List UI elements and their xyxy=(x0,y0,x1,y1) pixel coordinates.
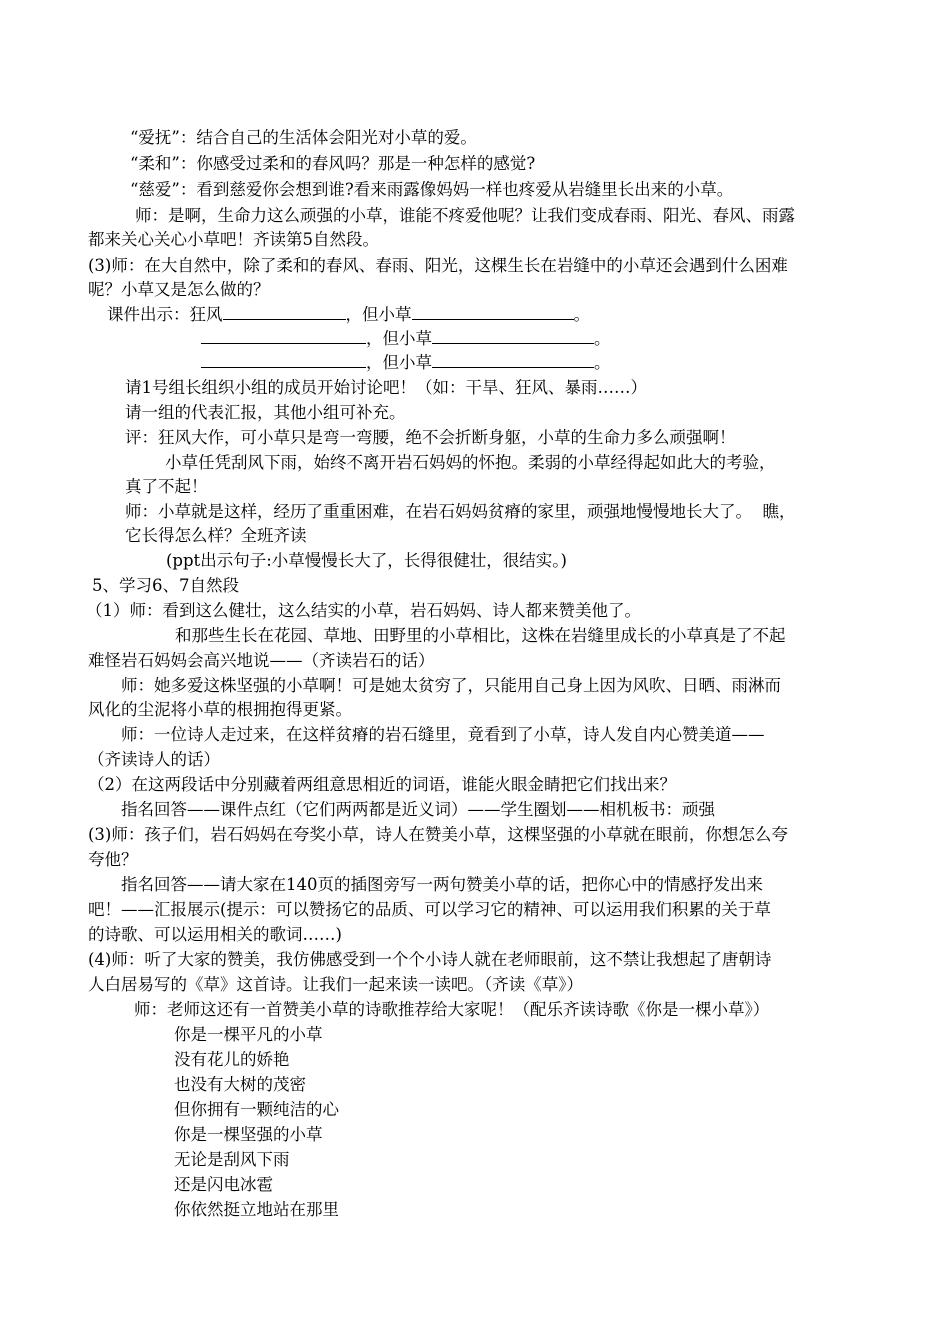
exercise-connector: ，但小草 xyxy=(366,329,432,348)
poem-line: 你依然挺立地站在那里 xyxy=(174,1200,339,1219)
exercise-period: 。 xyxy=(594,329,611,348)
poem-line: 但你拥有一颗纯洁的心 xyxy=(174,1100,339,1119)
text-line: 师：她多爱这株坚强的小草啊！可是她太贫穷了，只能用自己身上因为风吹、日晒、雨淋而 xyxy=(121,676,781,695)
text-line: 请1号组长组织小组的成员开始讨论吧！（如：干旱、狂风、暴雨……） xyxy=(125,378,647,397)
poem-line: 也没有大树的茂密 xyxy=(174,1075,306,1094)
text-line: 和那些生长在花园、草地、田野里的小草相比，这株在岩缝里成长的小草真是了不起 xyxy=(175,626,786,645)
poem-line: 你是一棵坚强的小草 xyxy=(174,1125,323,1144)
exercise-row xyxy=(107,304,590,325)
fill-blank[interactable] xyxy=(201,328,366,344)
poem-line: 还是闪电冰雹 xyxy=(174,1175,273,1194)
text-line: (ppt出示句子:小草慢慢长大了，长得很健壮，很结实。) xyxy=(166,551,567,570)
fill-blank[interactable] xyxy=(223,304,346,320)
text-line: 难怪岩石妈妈会高兴地说——（齐读岩石的话） xyxy=(88,651,435,670)
text-line: 都来关心关心小草吧！齐读第5自然段。 xyxy=(88,230,379,249)
text-line: （2）在这两段话中分别藏着两组意思相近的词语，谁能火眼金睛把它们找出来？ xyxy=(88,775,676,794)
exercise-period: 。 xyxy=(594,353,611,372)
text-line: 师：小草就是这样，经历了重重困难，在岩石妈妈贫瘠的家里，顽强地慢慢地长大了。 瞧， xyxy=(125,502,796,521)
exercise-row xyxy=(201,328,611,349)
text-line: 师：一位诗人走过来，在这样贫瘠的岩石缝里，竟看到了小草，诗人发自内心赞美道—— xyxy=(121,725,765,744)
text-line: 它长得怎么样？全班齐读 xyxy=(125,526,307,545)
exercise-connector: ，但小草 xyxy=(345,305,412,324)
text-line: （齐读诗人的话） xyxy=(88,750,220,769)
text-line: 真了不起！ xyxy=(125,477,208,496)
text-line: 呢？小草又是怎么做的？ xyxy=(88,280,270,299)
text-line: 指名回答——课件点红（它们两两都是近义词）——学生圈划——相机板书：顽强 xyxy=(121,800,715,819)
text-line: 人白居易写的《草》这首诗。让我们一起来读一读吧。（齐读《草》） xyxy=(88,975,583,994)
text-line: “慈爱”：看到慈爱你会想到谁?看来雨露像妈妈一样也疼爱从岩缝里长出来的小草。 xyxy=(130,180,734,199)
text-line: “爱抚”：结合自己的生活体会阳光对小草的爱。 xyxy=(130,128,477,147)
fill-blank[interactable] xyxy=(432,328,594,344)
text-line: 评：狂风大作，可小草只是弯一弯腰，绝不会折断身躯，小草的生命力多么顽强啊！ xyxy=(125,428,736,447)
text-line: (3)师：孩子们，岩石妈妈在夸奖小草，诗人在赞美小草，这棵坚强的小草就在眼前，你想怎么夸 xyxy=(88,825,788,844)
exercise-period: 。 xyxy=(573,305,590,324)
fill-blank[interactable] xyxy=(432,352,594,368)
poem-line: 你是一棵平凡的小草 xyxy=(174,1025,323,1044)
text-line: “柔和”：你感受过柔和的春风吗？那是一种怎样的感觉? xyxy=(130,154,536,173)
text-line: 师：是啊，生命力这么顽强的小草，谁能不疼爱他呢？让我们变成春雨、阳光、春风、雨露 xyxy=(135,206,795,225)
fill-blank[interactable] xyxy=(201,352,366,368)
text-line: 吧！——汇报展示(提示：可以赞扬它的品质、可以学习它的精神、可以运用我们积累的关于草 xyxy=(88,900,771,919)
text-line: 的诗歌、可以运用相关的歌词……) xyxy=(88,925,342,944)
poem-line: 没有花儿的娇艳 xyxy=(174,1050,290,1069)
text-line: 小草任凭刮风下雨，始终不离开岩石妈妈的怀抱。柔弱的小草经得起如此大的考验， xyxy=(165,453,776,472)
text-line: 师：老师这还有一首赞美小草的诗歌推荐给大家呢！（配乐齐读诗歌《你是一棵小草》） xyxy=(134,1000,770,1019)
text-line: (3)师：在大自然中，除了柔和的春风、春雨、阳光，这棵生长在岩缝中的小草还会遇到什么困难 xyxy=(88,256,788,275)
text-line: 风化的尘泥将小草的根拥抱得更紧。 xyxy=(88,700,352,719)
text-line: 指名回答——请大家在140页的插图旁写一两句赞美小草的话，把你心中的情感抒发出来 xyxy=(121,875,763,894)
exercise-row xyxy=(201,352,611,373)
text-line: (4)师：听了大家的赞美，我仿佛感受到一个个小诗人就在老师眼前，这不禁让我想起了唐朝诗 xyxy=(88,950,772,969)
fill-blank[interactable] xyxy=(412,304,574,320)
section-heading: 5、学习6、7自然段 xyxy=(92,576,239,595)
text-line: 请一组的代表汇报，其他小组可补充。 xyxy=(125,403,406,422)
poem-line: 无论是刮风下雨 xyxy=(174,1150,290,1169)
exercise-connector: ，但小草 xyxy=(366,353,432,372)
text-line: （1）师：看到这么健壮，这么结实的小草，岩石妈妈、诗人都来赞美他了。 xyxy=(86,601,641,620)
text-line: 夸他？ xyxy=(88,850,138,869)
exercise-label: 课件出示：狂风 xyxy=(107,305,223,324)
